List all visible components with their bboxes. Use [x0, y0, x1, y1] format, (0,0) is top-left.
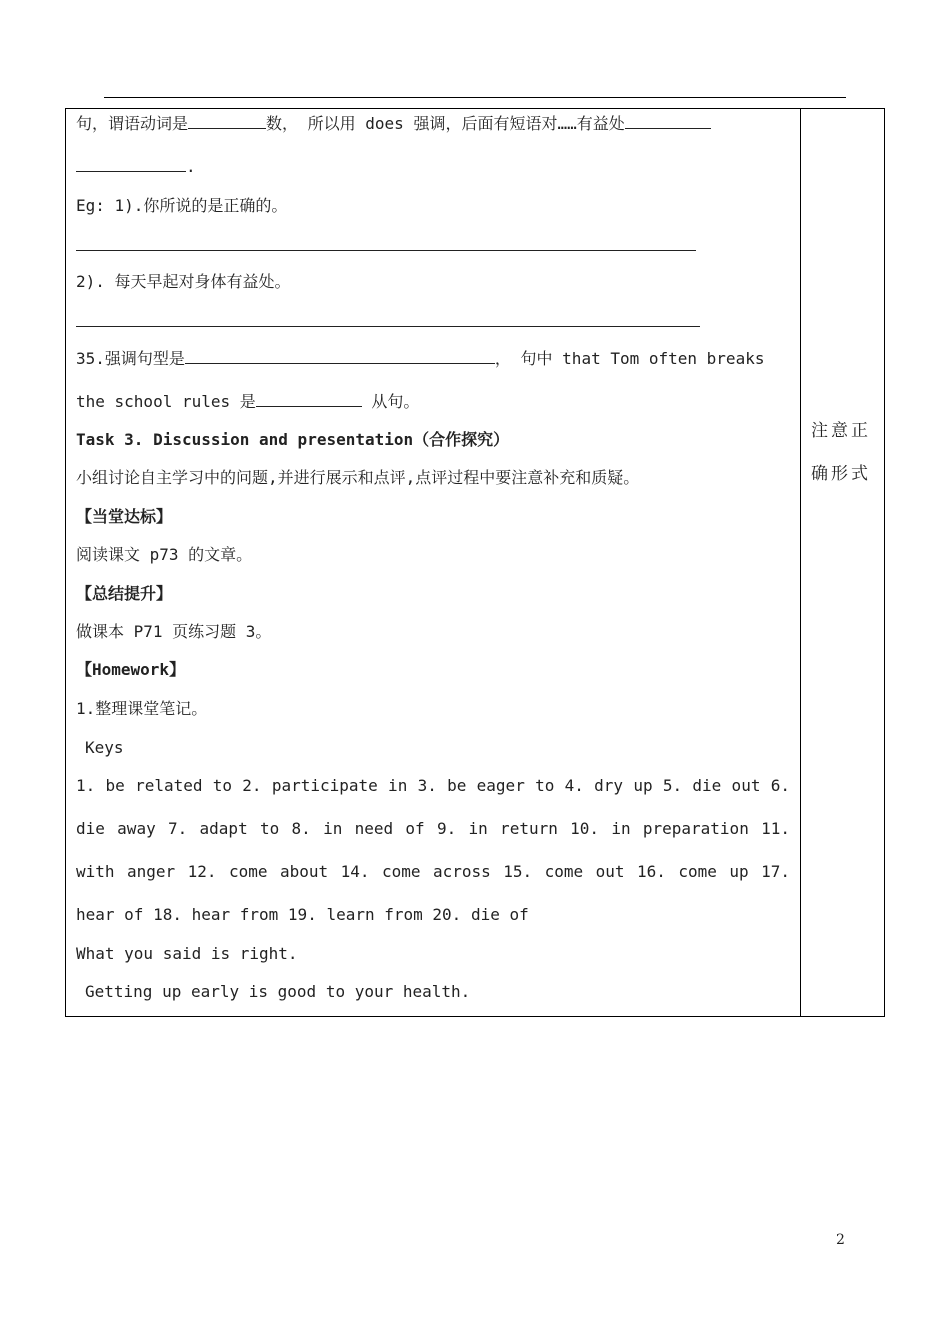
answer-text: Getting up early is good to your health. [85, 982, 471, 1001]
keys-line: die away 7. adapt to 8. in need of 9. in return 10. in preparation 11. [76, 819, 790, 838]
column-divider [800, 108, 801, 1017]
keys-heading: Keys [85, 738, 124, 757]
blank [76, 157, 186, 172]
keys-line: 1. be related to 2. participate in 3. be eager to 4. dry up 5. die out 6. [76, 776, 790, 795]
text-line: 1.整理课堂笔记。 [76, 699, 208, 718]
text-line: 做课本 P71 页练习题 3。 [76, 622, 272, 641]
answer-line [76, 312, 700, 332]
text-line [76, 157, 196, 177]
section-heading: 【Homework】 [76, 660, 186, 679]
text-line: 2). 每天早起对身体有益处。 [76, 272, 291, 291]
text-line: Eg: 1).你所说的是正确的。 [76, 196, 288, 215]
side-note-line: 确形式 [811, 464, 871, 484]
blank [76, 312, 700, 327]
keys-line: with anger 12. come about 14. come across 15. come out 16. come up 17. [76, 862, 790, 881]
text-fragment: 从句。 [371, 392, 420, 411]
text-fragment: ， 句中 that Tom often breaks [494, 349, 765, 368]
keys-line: hear of 18. hear from 19. learn from 20. die of [76, 905, 529, 924]
blank [256, 392, 362, 407]
section-heading: 【总结提升】 [76, 584, 173, 603]
blank [188, 114, 266, 129]
text-fragment: 35.强调句型是 [76, 349, 185, 368]
page-number: 2 [836, 1232, 845, 1248]
section-heading: Task 3. Discussion and presentation（合作探究） [76, 430, 510, 449]
blank [625, 114, 711, 129]
text-line [76, 349, 764, 369]
text-fragment: . [186, 157, 196, 176]
blank [185, 349, 495, 364]
answer-text: What you said is right. [76, 944, 298, 963]
text-fragment: 数， 所以用 does 强调，后面有短语对……有益处 [266, 114, 625, 133]
header-rule [104, 97, 846, 98]
answer-line [76, 236, 696, 256]
text-line [76, 114, 711, 134]
text-line [76, 392, 419, 412]
text-line: 小组讨论自主学习中的问题,并进行展示和点评,点评过程中要注意补充和质疑。 [76, 468, 640, 487]
section-heading: 【当堂达标】 [76, 507, 173, 526]
text-line: 阅读课文 p73 的文章。 [76, 545, 253, 564]
side-note-line: 注意正 [811, 421, 871, 441]
blank [76, 236, 696, 251]
text-fragment: 句，谓语动词是 [76, 114, 189, 133]
text-fragment: the school rules 是 [76, 392, 256, 411]
